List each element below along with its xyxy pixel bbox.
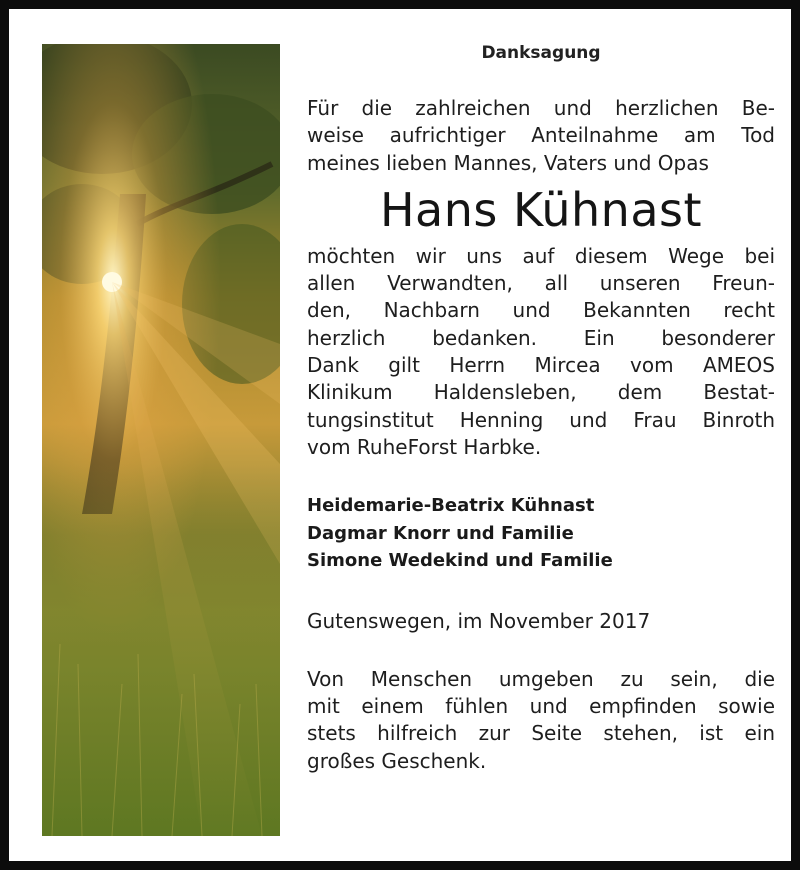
body-paragraph — [307, 243, 775, 461]
quote-line: großes Geschenk. — [307, 748, 487, 773]
body-line: Klinikum Haldensleben, dem Bestat- — [307, 380, 775, 405]
body-line: vom RuheForst Harbke. — [307, 434, 542, 459]
quote-line: mit einem fühlen und empfinden sowie — [307, 694, 775, 719]
signer-name: Simone Wedekind und Familie — [307, 550, 613, 572]
signers-list — [307, 492, 775, 575]
body-line: tungsinstitut Henning und Frau Binroth — [307, 407, 775, 432]
body-line: möchten wir uns auf diesem Wege bei — [307, 243, 775, 268]
body-line: den, Nachbarn und Bekannten recht — [307, 298, 775, 323]
intro-paragraph — [307, 95, 775, 177]
quote-line: Von Menschen umgeben zu sein, die — [307, 666, 775, 691]
body-line: allen Verwandten, all unseren Freun- — [307, 271, 775, 296]
place-date: Gutenswegen, im November 2017 — [307, 608, 651, 633]
forest-sunlight-image — [42, 44, 280, 836]
forest-sunlight-photo — [42, 44, 280, 836]
intro-line: weise aufrichtiger Anteilnahme am Tod — [307, 123, 775, 148]
signer-name: Heidemarie-Beatrix Kühnast — [307, 495, 595, 517]
body-line: herzlich bedanken. Ein besonderer — [307, 325, 775, 350]
intro-line: Für die zahlreichen und herzlichen Be- — [307, 96, 775, 120]
signer-name: Dagmar Knorr und Familie — [307, 522, 574, 544]
deceased-name: Hans Kühnast — [379, 182, 703, 237]
closing-quote — [307, 666, 775, 775]
notice-heading: Danksagung — [481, 43, 601, 63]
body-line: Dank gilt Herrn Mircea vom AMEOS — [307, 353, 775, 378]
notice-text-column — [307, 43, 775, 775]
quote-line: stets hilfreich zur Seite stehen, ist ein — [307, 721, 775, 746]
intro-line: meines lieben Mannes, Vaters und Opas — [307, 150, 709, 175]
